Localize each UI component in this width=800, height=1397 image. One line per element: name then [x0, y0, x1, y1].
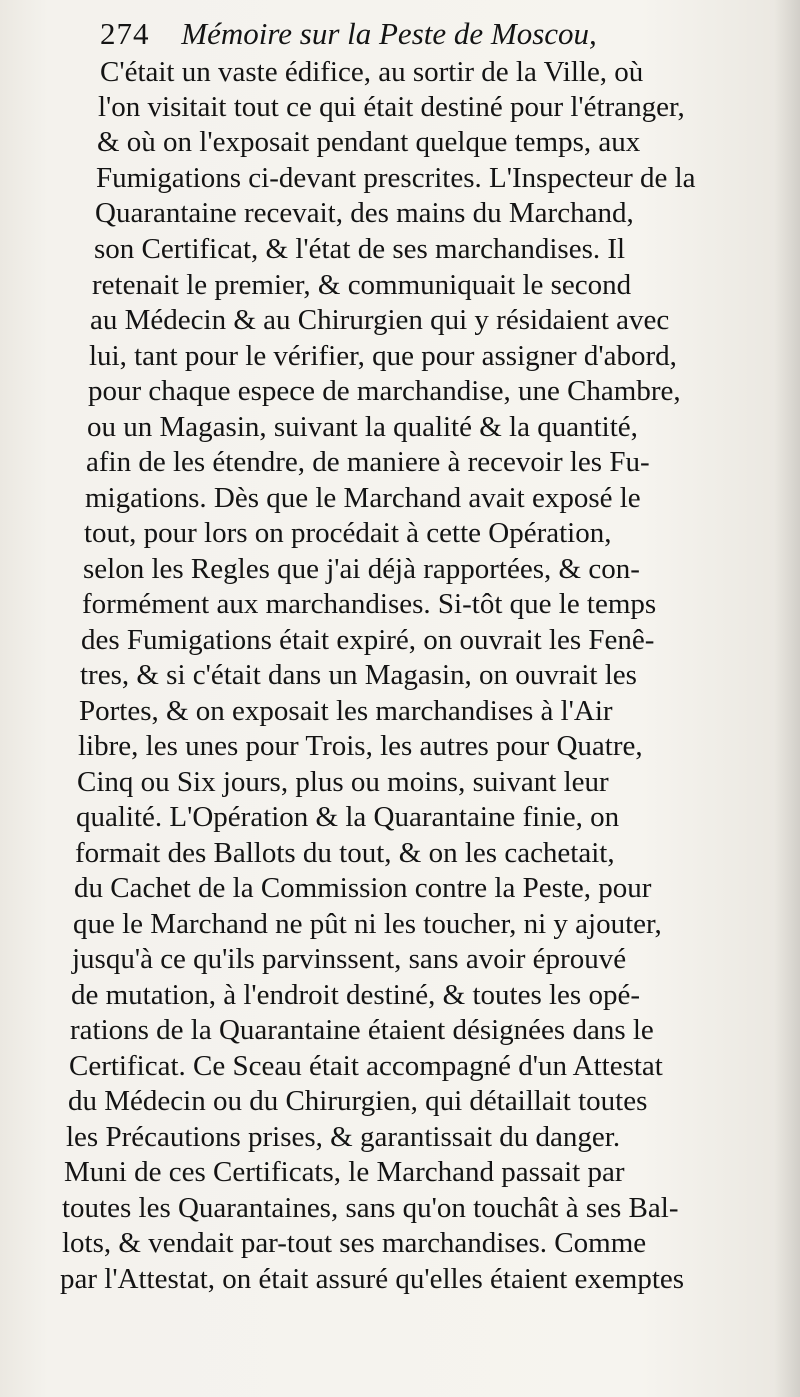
text-line: C'était un vaste édifice, au sortir de la Ville, où	[100, 56, 644, 88]
text-line: formait des Ballots du tout, & on les cachetait,	[75, 837, 615, 869]
text-line: Muni de ces Certificats, le Marchand passait par	[64, 1156, 625, 1188]
text-line: tres, & si c'était dans un Magasin, on ouvrait les	[80, 659, 637, 691]
text-line: lui, tant pour le vérifier, que pour assigner d'abord,	[89, 340, 677, 372]
text-line: que le Marchand ne pût ni les toucher, ni y ajouter,	[73, 908, 662, 940]
text-line: son Certificat, & l'état de ses marchandises. Il	[94, 233, 626, 265]
text-line: du Cachet de la Commission contre la Peste, pour	[74, 872, 652, 904]
text-line: migations. Dès que le Marchand avait exposé le	[85, 482, 641, 514]
text-line: Fumigations ci-devant prescrites. L'Inspecteur de la	[96, 162, 696, 194]
text-line: libre, les unes pour Trois, les autres pour Quatre,	[78, 730, 643, 762]
text-line: par l'Attestat, on était assuré qu'elles étaient exemptes	[60, 1263, 685, 1295]
text-line: des Fumigations était expiré, on ouvrait les Fenê-	[81, 624, 655, 656]
text-line: Cinq ou Six jours, plus ou moins, suivant leur	[77, 766, 609, 798]
text-line: de mutation, à l'endroit destiné, & toutes les opé-	[71, 979, 640, 1011]
text-line: Quarantaine recevait, des mains du Marchand,	[95, 197, 634, 229]
text-line: les Précautions prises, & garantissait du danger.	[66, 1121, 621, 1153]
text-line: & où on l'exposait pendant quelque temps, aux	[97, 126, 641, 158]
page-header	[100, 14, 740, 54]
text-line: du Médecin ou du Chirurgien, qui détaillait toutes	[68, 1085, 648, 1117]
text-line: ou un Magasin, suivant la qualité & la quantité,	[87, 411, 638, 443]
text-line: rations de la Quarantaine étaient désignées dans le	[70, 1014, 654, 1046]
text-line: jusqu'à ce qu'ils parvinssent, sans avoir éprouvé	[72, 943, 627, 975]
text-line: retenait le premier, & communiquait le second	[92, 269, 632, 301]
page-number: 274	[100, 16, 150, 51]
text-line: afin de les étendre, de maniere à recevoir les Fu-	[86, 446, 650, 478]
text-line: Certificat. Ce Sceau était accompagné d'un Attestat	[69, 1050, 663, 1082]
text-line: Portes, & on exposait les marchandises à l'Air	[79, 695, 613, 727]
text-line: qualité. L'Opération & la Quarantaine finie, on	[76, 801, 620, 833]
text-line: l'on visitait tout ce qui était destiné pour l'étranger,	[98, 91, 685, 123]
text-line: au Médecin & au Chirurgien qui y résidaient avec	[90, 304, 670, 336]
text-line: selon les Regles que j'ai déjà rapportées, & con-	[83, 553, 640, 585]
running-head: Mémoire sur la Peste de Moscou,	[181, 16, 597, 51]
text-line: formément aux marchandises. Si-tôt que le temps	[82, 588, 657, 620]
text-line: tout, pour lors on procédait à cette Opération,	[84, 517, 612, 549]
text-line: toutes les Quarantaines, sans qu'on touchât à ses Bal-	[62, 1192, 679, 1224]
text-line: lots, & vendait par-tout ses marchandises. Comme	[62, 1227, 647, 1259]
text-line: pour chaque espece de marchandise, une Chambre,	[88, 375, 681, 407]
